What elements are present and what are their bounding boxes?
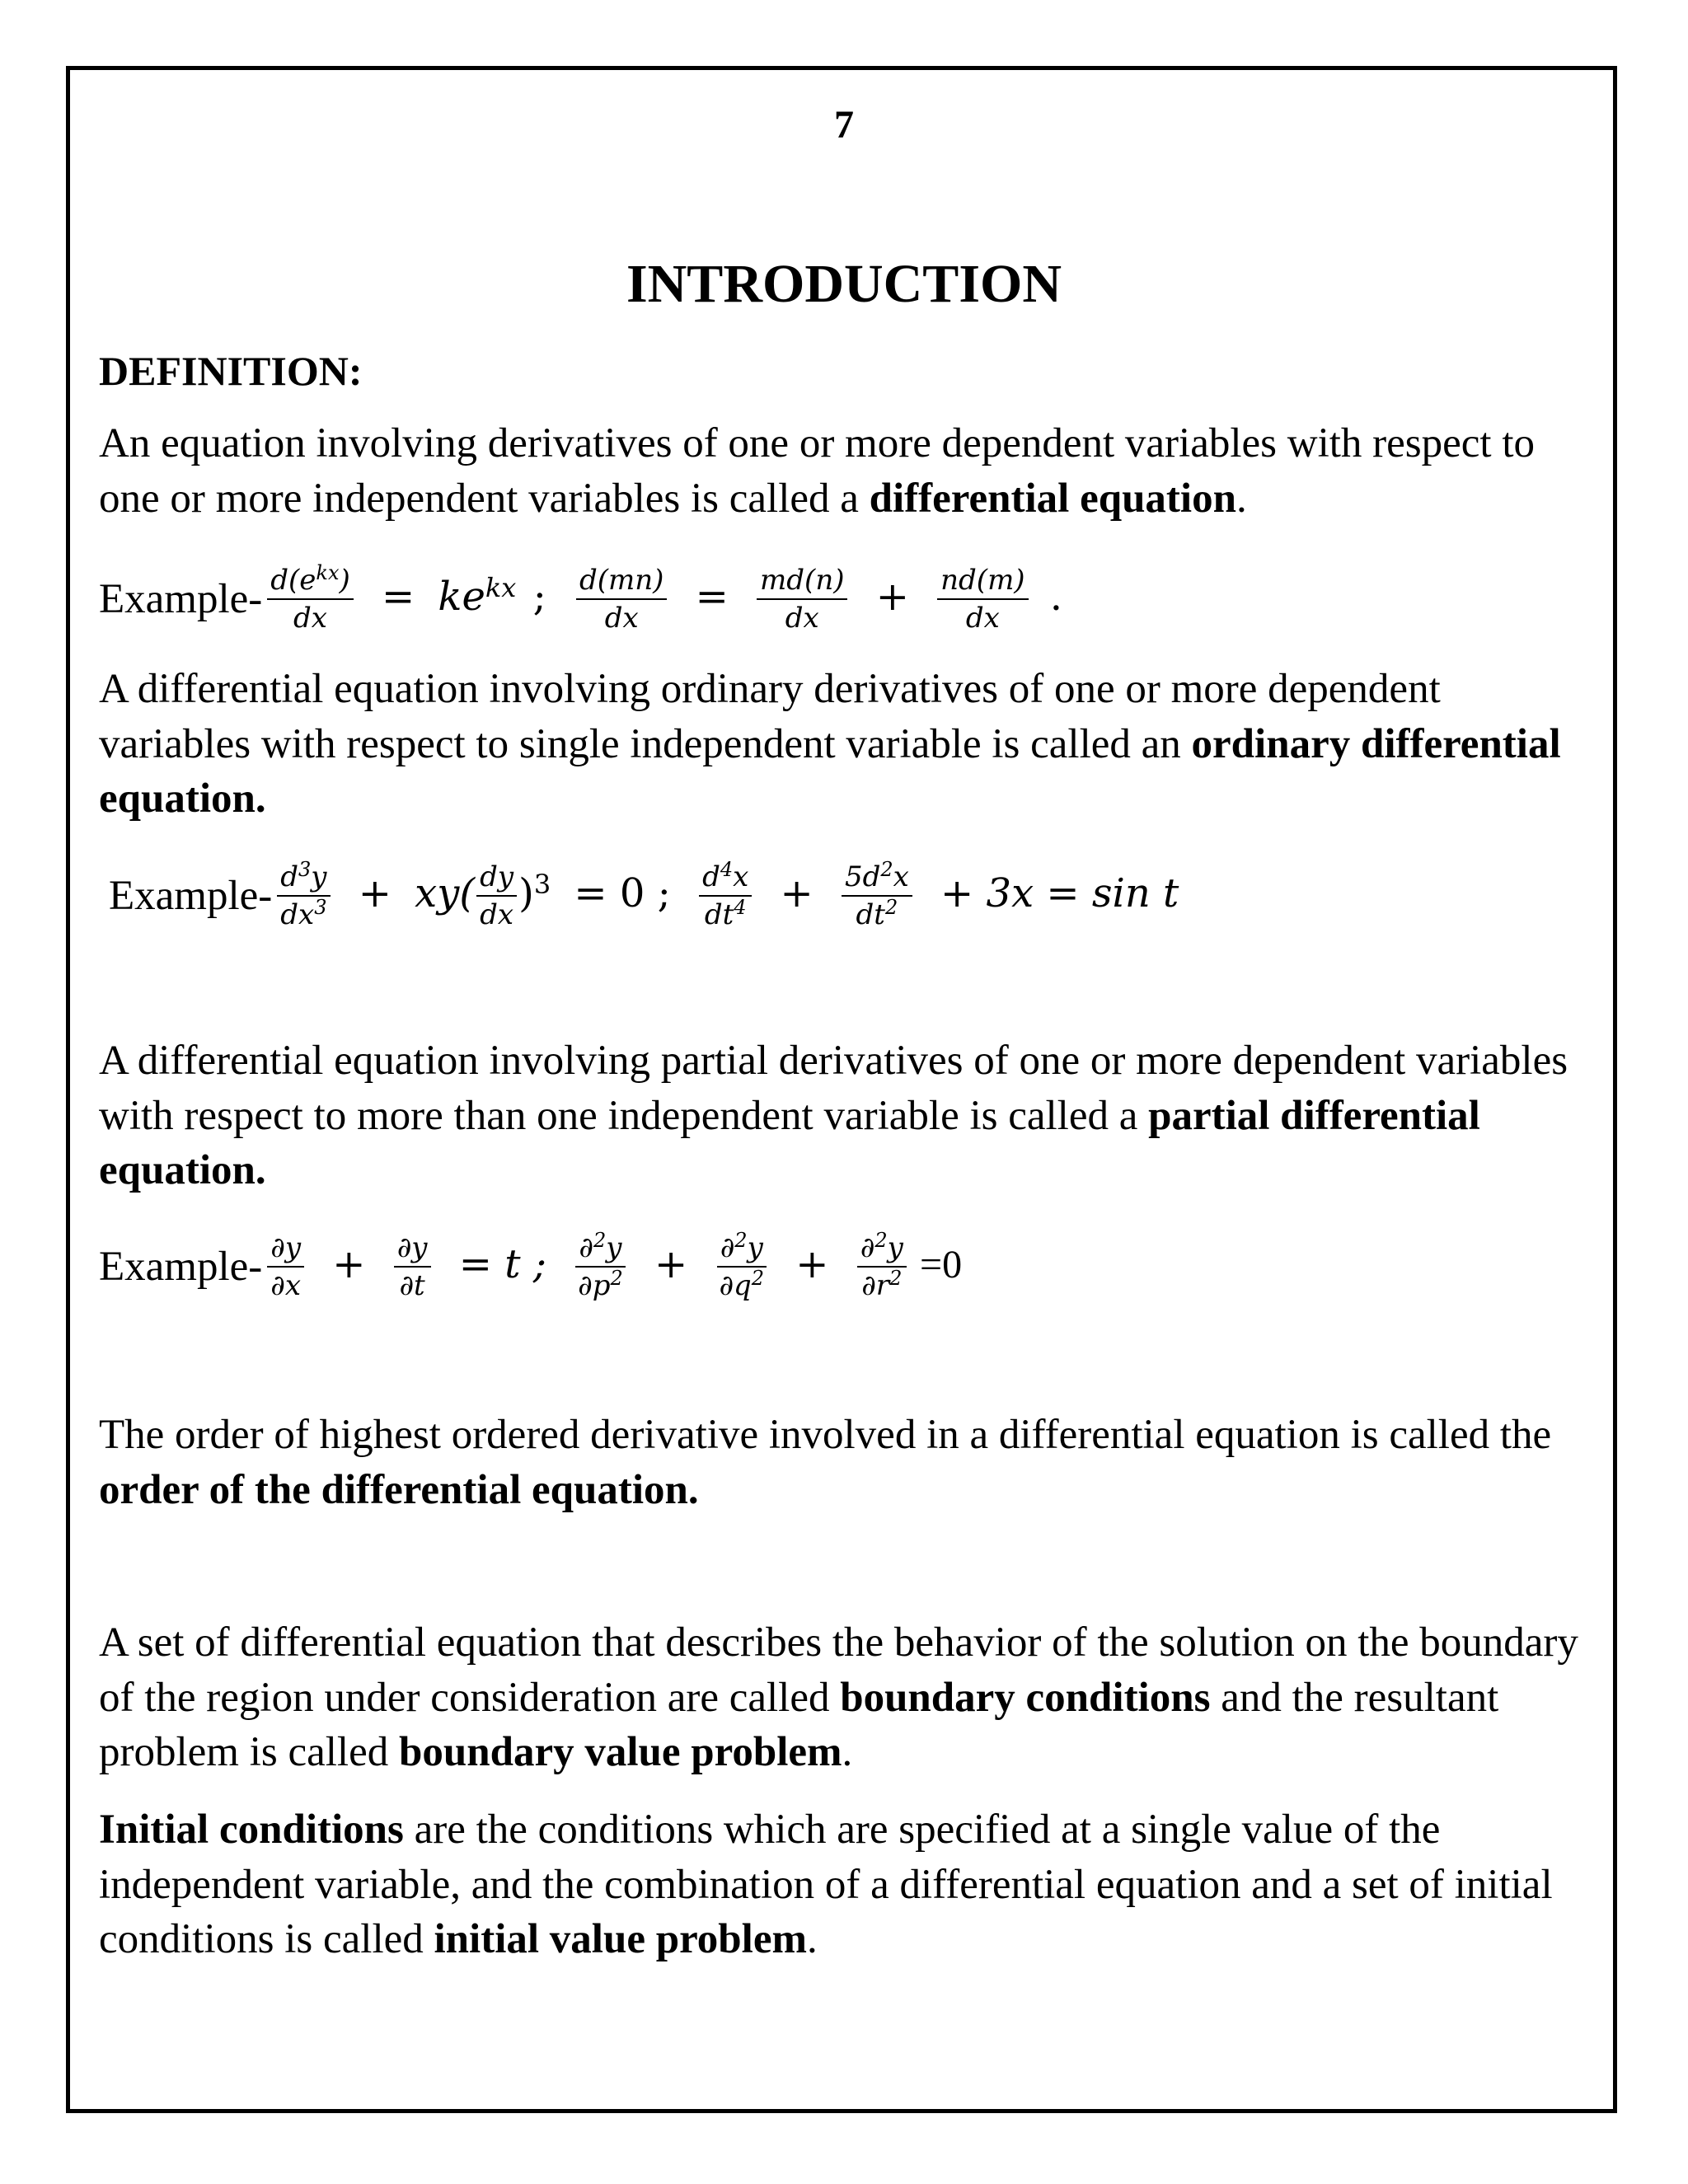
fraction: $\frac{d(e^{kx})}{dx}$ [267,564,354,635]
fraction: $\frac{\partial^2y}{\partial p^2}$ [574,1231,626,1302]
fraction: $\frac{\partial y}{\partial x}$ [267,1231,304,1302]
definition-paragraph: An equation involving derivatives of one or more dependent variables with respect to one or more independent variables is called a differential equation. [99,420,1535,522]
fraction: $\frac{5d^2x}{dt^2}$ [842,860,912,931]
fraction: $\frac{\partial^2y}{\partial r^2}$ [857,1231,907,1302]
fraction: $\frac{d^4x}{dt^4}$ [699,860,752,931]
fraction: $\frac{\partial^2y}{\partial q^2}$ [715,1231,767,1302]
fraction: $\frac{\partial y}{\partial t}$ [394,1231,431,1302]
example-3 [99,1221,962,1312]
fraction: $\frac{nd(m)}{dx}$ [937,564,1028,635]
term-boundary-conditions: boundary conditions [840,1674,1211,1721]
example-1 [99,554,1074,644]
initial-definition-paragraph: Initial conditions are the conditions which are specified at a single value of the independent variable, and the combination of a differential equation and a set of initial conditions is called initial value problem. [99,1807,1553,1962]
example-1-equation: $\frac{d(e^{kx})}{dx}$ = $ke^{kx}$ ; $\frac{d(mn)}{dx}$ = $\frac{md(n)}{dx}$ + $\frac{nd(m)}{dx}$ . [262,564,1074,635]
term-initial-conditions: Initial conditions [99,1807,404,1853]
partial-definition-paragraph: A differential equation involving partial derivatives of one or more dependent variables with respect to more than one independent variable is called a partial differential equation. [99,1038,1568,1193]
example-label: Example- [109,873,273,919]
term-order: order of the differential equation. [99,1466,699,1513]
order-definition-paragraph: The order of highest ordered derivative involved in a differential equation is called the order of the differential equation. [99,1412,1552,1513]
page-number: 7 [834,103,854,147]
example-3-equation: $\frac{\partial y}{\partial x}$ + $\frac{\partial y}{\partial t}$ = t ; $\frac{\partial^2y}{\partial p^2}$ + $\frac{\partial^2y}{\partial q^2}$ + $\frac{\partial^2y}{\partial r^2}$ =0 [262,1231,962,1302]
term-initial-value-problem: initial value problem [434,1916,807,1962]
example-label: Example- [99,576,263,622]
definition-heading: DEFINITION: [99,348,363,394]
fraction: $\frac{d^3y}{dx^3}$ [277,860,330,931]
fraction: $\frac{dy}{dx}$ [476,860,517,931]
example-2 [109,851,1189,941]
fraction: $\frac{md(n)}{dx}$ [757,564,847,635]
boundary-definition-paragraph: A set of differential equation that describes the behavior of the solution on the boundary of the region under consideration are called boundary conditions and the resultant problem is called boundary value problem. [99,1619,1578,1775]
term-partial-differential-equation: partial differential equation. [99,1092,1480,1193]
page-title: INTRODUCTION [626,254,1062,314]
term-differential-equation: differential equation [869,475,1236,522]
term-boundary-value-problem: boundary value problem [398,1729,842,1775]
example-2-equation: $\frac{d^3y}{dx^3}$ + xy( $\frac{dy}{dx}$ )$^3$ = 0 ; $\frac{d^4x}{dt^4}$ + $\frac{5d^2x}{dt^2}$ + 3x = sin t [272,860,1189,931]
example-label: Example- [99,1244,263,1290]
term-ordinary-differential-equation: ordinary differential equation. [99,720,1561,822]
ordinary-definition-paragraph: A differential equation involving ordinary derivatives of one or more dependent variables with respect to single independent variable is called an ordinary differential equation. [99,666,1561,822]
fraction: $\frac{d(mn)}{dx}$ [576,564,667,635]
